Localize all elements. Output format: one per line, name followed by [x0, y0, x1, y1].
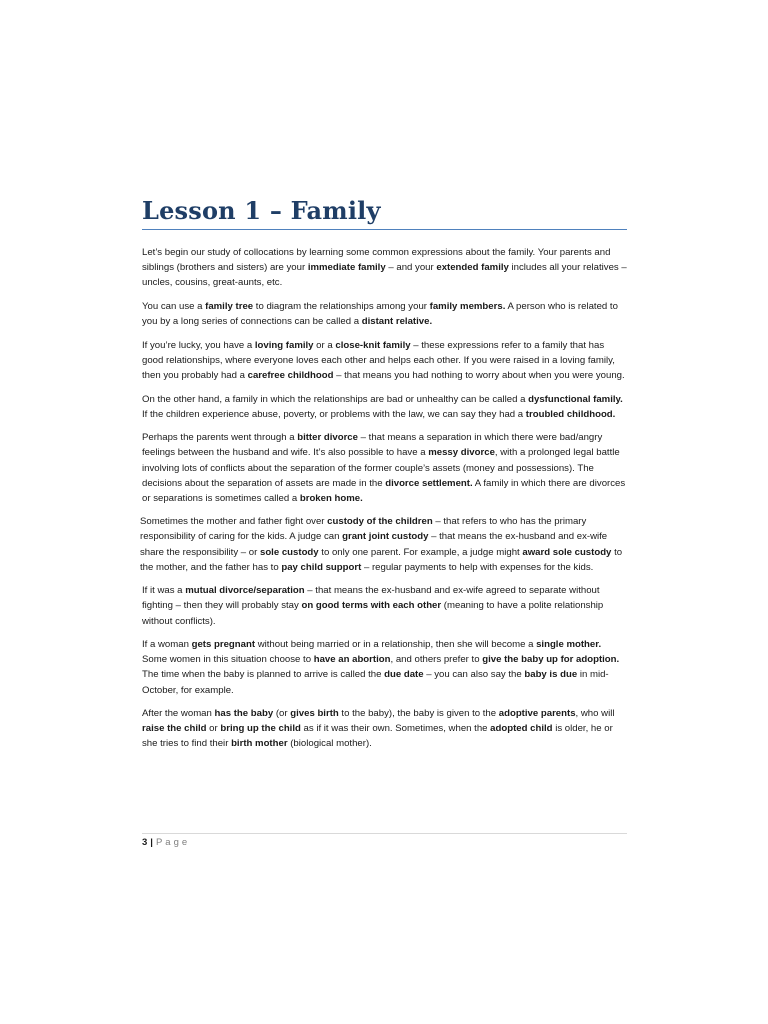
key-collocation: adopted child	[490, 723, 553, 735]
text-run: includes all your relatives – uncles, cousins, great-aunts, etc.	[142, 262, 627, 289]
key-collocation: mutual divorce/separation	[185, 585, 305, 597]
key-collocation: carefree childhood	[247, 369, 334, 381]
text-run: to the baby), the baby is given to the	[338, 708, 499, 720]
text-run: After the woman	[142, 708, 215, 720]
key-collocation: broken home.	[299, 492, 363, 504]
text-run: – that means the ex-husband and ex-wife agreed to separate without fighting – then they will probably stay	[142, 585, 600, 612]
title-underline	[142, 229, 627, 230]
paragraph	[142, 392, 628, 422]
key-collocation: have an abortion	[313, 654, 391, 666]
key-collocation: birth mother	[231, 738, 288, 750]
text-run: – regular payments to help with expenses for the kids.	[361, 561, 594, 573]
key-collocation: bitter divorce	[297, 432, 358, 444]
key-collocation: custody of the children	[327, 516, 433, 528]
paragraph	[142, 245, 628, 290]
key-collocation: messy divorce	[428, 447, 495, 459]
text-run: , and others prefer to	[390, 654, 483, 666]
text-run: – that means a separation in which there were bad/angry feelings between the husband and wife. It’s also possible to have a	[142, 432, 603, 459]
text-run: or	[206, 723, 221, 735]
key-collocation: baby is due	[524, 669, 578, 681]
page-footer	[142, 837, 190, 849]
key-collocation: sole custody	[259, 546, 319, 558]
key-collocation: pay child support	[281, 561, 362, 573]
text-run: to the mother, and the father has to	[140, 546, 623, 573]
text-run: to diagram the relationships among your	[253, 300, 430, 312]
footer-separator: |	[150, 837, 153, 848]
key-collocation: dysfunctional family.	[528, 393, 623, 405]
key-collocation: adoptive parents	[498, 708, 576, 720]
footer-divider	[142, 833, 627, 834]
paragraph	[142, 338, 628, 383]
text-run: is older, he or she tries to find their	[142, 723, 613, 750]
key-collocation: distant relative.	[361, 315, 433, 327]
text-run: without being married or in a relationship, then she will become a	[255, 639, 537, 651]
text-run: If the children experience abuse, poverty, or problems with the law, we can say they had a	[142, 408, 526, 420]
text-run: You can use a	[142, 300, 206, 312]
text-run: Sometimes the mother and father fight over	[140, 516, 328, 528]
text-run: – you can also say the	[423, 669, 525, 681]
key-collocation: due date	[384, 669, 424, 681]
text-run: or a	[313, 339, 336, 351]
text-run: – that refers to who has the primary responsibility of caring for the kids. A judge can	[140, 516, 587, 543]
text-run: – that means the ex-husband and ex-wife share the responsibility – or	[140, 531, 608, 558]
key-collocation: grant joint custody	[342, 531, 429, 543]
key-collocation: gives birth	[290, 708, 339, 720]
paragraph	[142, 583, 628, 628]
lesson-body	[142, 245, 628, 760]
text-run: – and your	[385, 262, 437, 274]
text-run: If it was a	[142, 585, 186, 597]
page-number: 3	[142, 837, 148, 848]
key-collocation: family tree	[205, 300, 254, 312]
key-collocation: troubled childhood.	[525, 408, 616, 420]
paragraph	[142, 706, 628, 751]
text-run: Some women in this situation choose to	[142, 654, 314, 666]
page-label: Page	[155, 837, 191, 848]
key-collocation: divorce settlement.	[385, 477, 473, 489]
text-run: – that means you had nothing to worry about when you were young.	[333, 369, 625, 381]
key-collocation: raise the child	[142, 723, 207, 735]
key-collocation: bring up the child	[220, 723, 301, 735]
key-collocation: single mother.	[536, 639, 602, 651]
key-collocation: gets pregnant	[191, 639, 256, 651]
text-run: as if it was their own. Sometimes, when the	[300, 723, 491, 735]
text-run: A person who is related to you by a long series of connections can be called a	[142, 300, 618, 327]
text-run: The time when the baby is planned to arrive is called the	[142, 669, 385, 681]
text-run: If you’re lucky, you have a	[142, 339, 255, 351]
paragraph	[142, 299, 628, 329]
key-collocation: award sole custody	[522, 546, 612, 558]
text-run: A family in which there are divorces or separations is sometimes called a	[142, 477, 626, 504]
paragraph	[142, 430, 628, 505]
key-collocation: on good terms with each other	[301, 600, 442, 612]
key-collocation: immediate family	[307, 262, 386, 274]
text-run: to only one parent. For example, a judge might	[318, 546, 523, 558]
text-run: , who will	[575, 708, 615, 720]
lesson-title: Lesson 1 – Family	[142, 196, 381, 225]
paragraph	[140, 514, 628, 574]
text-run: (biological mother).	[287, 738, 372, 750]
text-run: in mid-October, for example.	[142, 669, 609, 696]
key-collocation: close-knit family	[335, 339, 411, 351]
text-run: (or	[273, 708, 291, 720]
text-run: If a woman	[142, 639, 192, 651]
text-run: , with a prolonged legal battle involving lots of conflicts about the separation of the former couple’s assets (money and possessions). The decisions about the separation of assets are made in the	[142, 447, 620, 489]
key-collocation: loving family	[254, 339, 314, 351]
text-run: Perhaps the parents went through a	[142, 432, 298, 444]
key-collocation: has the baby	[214, 708, 274, 720]
key-collocation: family members.	[429, 300, 506, 312]
text-run: – these expressions refer to a family that has good relationships, where everyone loves each other and helps each other. If you were raised in a loving family, then you probably had a	[142, 339, 615, 381]
key-collocation: give the baby up for adoption.	[482, 654, 620, 666]
text-run: (meaning to have a polite relationship without conflicts).	[142, 600, 604, 627]
key-collocation: extended family	[436, 262, 509, 274]
text-run: Let’s begin our study of collocations by learning some common expressions about the family. Your parents and siblings (brothers and sisters) are your	[142, 247, 611, 274]
text-run: On the other hand, a family in which the relationships are bad or unhealthy can be called a	[142, 393, 529, 405]
paragraph	[142, 637, 628, 697]
